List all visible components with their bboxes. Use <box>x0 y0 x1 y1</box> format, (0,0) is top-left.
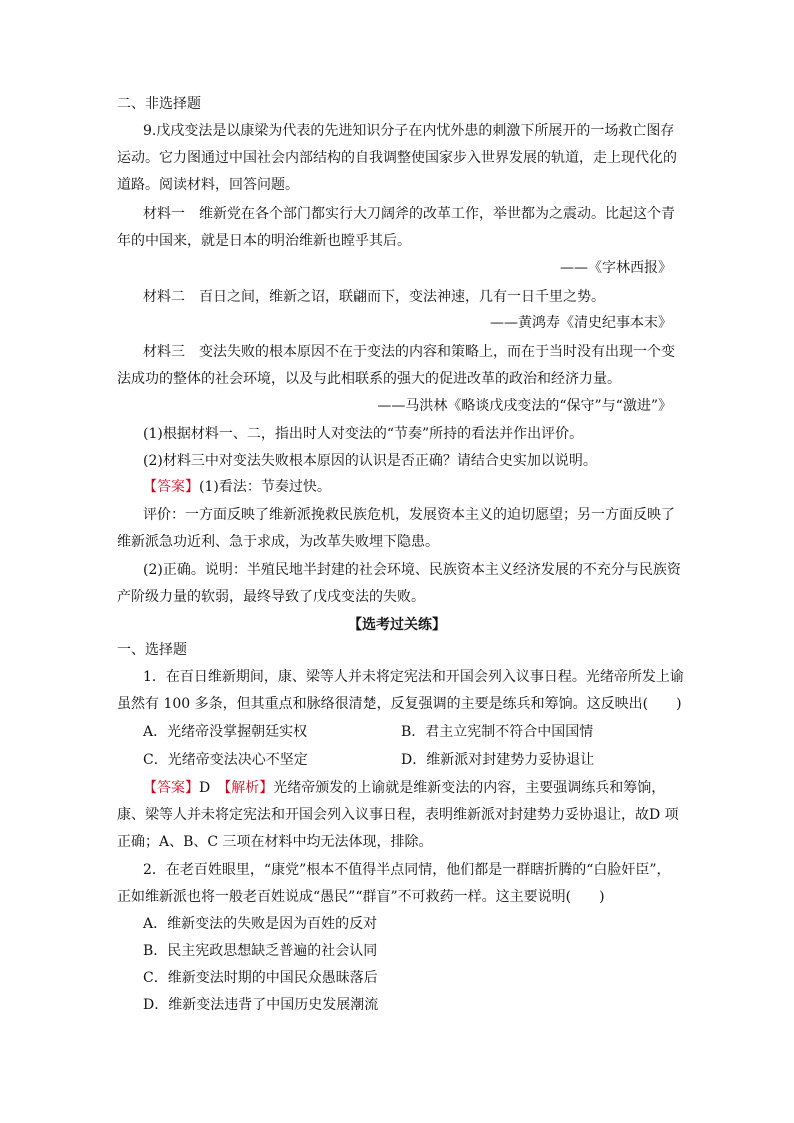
q9-stem-line1: 9.戊戌变法是以康梁为代表的先进知识分子在内忧外患的刺激下所展开的一场救亡图存 <box>143 123 675 139</box>
section-heading-nonchoice: 二、非选择题 <box>117 96 201 112</box>
section-heading-choice: 一、选择题 <box>117 642 187 658</box>
q1-option-a: A．光绪帝没掌握朝廷实权 <box>143 724 308 740</box>
q1-stem-line2: 虽然有 100 多条，但其重点和脉络很清楚，反复强调的主要是练兵和筹饷。这反映出( ) <box>117 696 682 712</box>
q1-option-c: C．光绪帝变法决心不坚定 <box>143 752 308 768</box>
q1-answer-line <box>143 778 665 798</box>
q9-stem-line2: 运动。它力图通过中国社会内部结构的自我调整使国家步入世界发展的轨道，走上现代化的 <box>117 150 677 166</box>
q9-subquestion-2: (2)材料三中对变法失败根本原因的认识是否正确？请结合史实加以说明。 <box>143 453 597 469</box>
q9-stem-line3: 道路。阅读材料，回答问题。 <box>117 177 299 193</box>
q1-analysis-line2: 康、梁等人并未将定宪法和开国会列入议事日程，表明维新派对封建势力妥协退让，故D 项 <box>117 807 679 823</box>
q2-option-b: B．民主宪政思想缺乏普遍的社会认同 <box>143 943 378 959</box>
q9-answer2-line1: (2)正确。说明：半殖民地半封建的社会环境、民族资本主义经济发展的不充分与民族资 <box>143 562 681 578</box>
q9-evaluation-line1: 评价：一方面反映了维新派挽救民族危机，发展资本主义的迫切愿望；另一方面反映了 <box>143 507 675 523</box>
q1-analysis-line1: 光绪帝颁发的上谕就是维新变法的内容，主要强调练兵和筹饷， <box>273 780 666 796</box>
q1-option-d: D．维新派对封建势力妥协退让 <box>401 752 595 768</box>
material3-line1: 材料三 变法失败的根本原因不在于变法的内容和策略上，而在于当时没有出现一个变 <box>143 344 675 360</box>
q2-option-c: C．维新变法时期的中国民众愚昧落后 <box>143 970 378 986</box>
q1-stem-line1: 1．在百日维新期间，康、梁等人并未将定宪法和开国会列入议事日程。光绪帝所发上谕 <box>143 669 684 685</box>
q2-option-d: D．维新变法违背了中国历史发展潮流 <box>143 997 379 1013</box>
material1-source: ——《字林西报》 <box>560 260 672 276</box>
q9-evaluation-line2: 维新派急功近利、急于求成，为改革失败埋下隐患。 <box>117 534 439 550</box>
answer-tag: 【答案】 <box>143 780 199 796</box>
q2-option-a: A．维新变法的失败是因为百姓的反对 <box>143 916 378 932</box>
q9-answer2-line2: 产阶级力量的软弱，最终导致了戊戌变法的失败。 <box>117 589 425 605</box>
exam-section-title: 【选考过关练】 <box>348 617 446 633</box>
q2-stem-line1: 2．在老百姓眼里，“康党”根本不值得半点同情，他们都是一群瞎折腾的“白脸奸臣”， <box>143 862 671 878</box>
material1-line1: 材料一 维新党在各个部门都实行大刀阔斧的改革工作，举世都为之震动。比起这个青 <box>143 206 675 222</box>
material2-line1: 材料二 百日之间，维新之诏，联翩而下，变法神速，几有一日千里之势。 <box>143 289 605 305</box>
material2-source: ——黄鸿寿《清史纪事本末》 <box>490 315 672 331</box>
q1-analysis-line3: 正确；A、B、C 三项在材料中均无法体现，排除。 <box>117 834 433 850</box>
q9-answer-1: (1)看法：节奏过快。 <box>199 479 331 495</box>
q9-answer-line <box>143 477 331 497</box>
analysis-tag: 【解析】 <box>224 780 274 796</box>
q1-option-b: B．君主立宪制不符合中国国情 <box>401 724 594 740</box>
answer-tag: 【答案】 <box>143 479 199 495</box>
q1-answer: D <box>199 780 211 796</box>
q9-subquestion-1: (1)根据材料一、二，指出时人对变法的“节奏”所持的看法并作出评价。 <box>143 426 584 442</box>
material1-line2: 年的中国来，就是日本的明治维新也瞠乎其后。 <box>117 233 411 249</box>
q2-stem-line2: 正如维新派也将一般老百姓说成“愚民”“群盲”不可救药一样。这主要说明( ) <box>117 889 605 905</box>
material3-line2: 法成功的整体的社会环境，以及与此相联系的强大的促进改革的政治和经济力量。 <box>117 371 621 387</box>
material3-source: ——马洪林《略谈戊戌变法的“保守”与“激进”》 <box>377 398 672 414</box>
